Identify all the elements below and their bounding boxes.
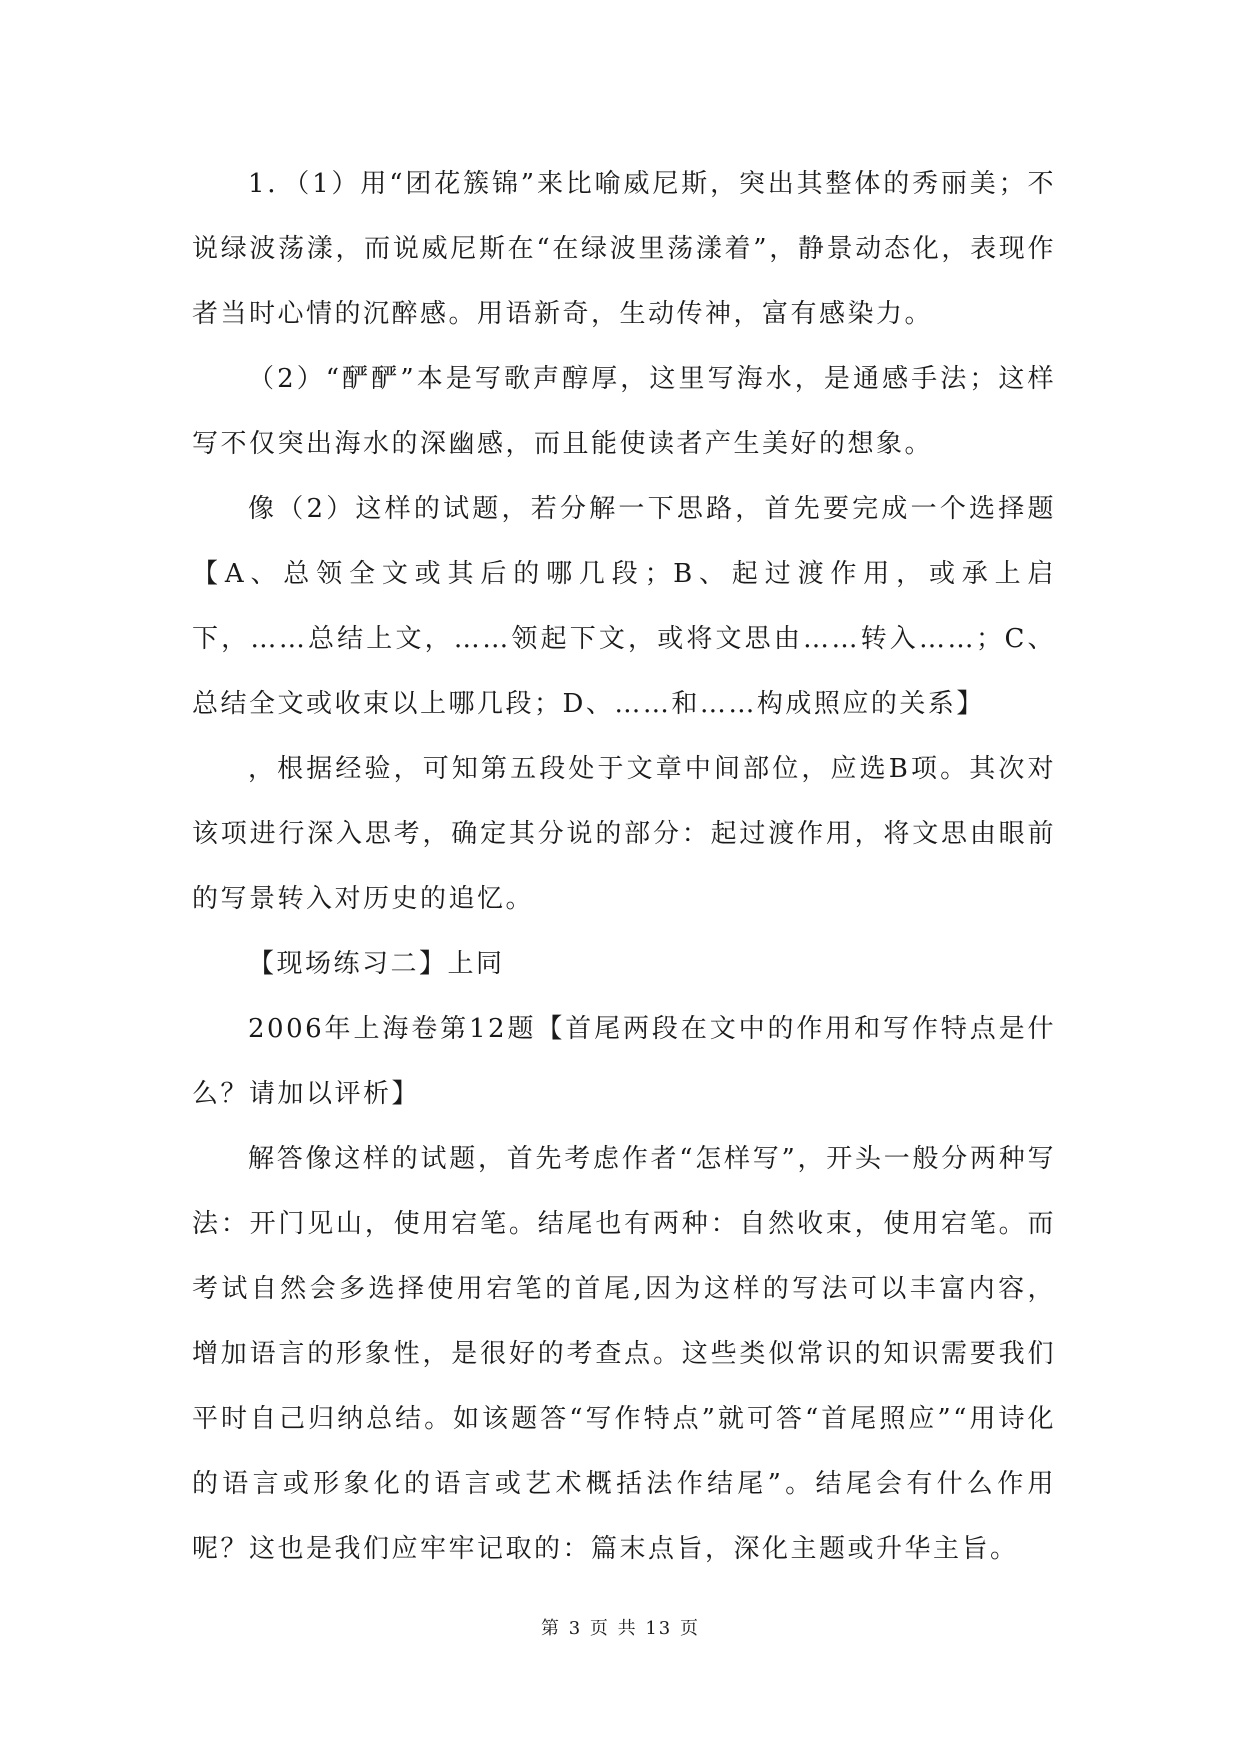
answer-paragraph-2: （2）“酽酽”本是写歌声醇厚，这里写海水，是通感手法；这样写不仅突出海水的深幽感，而且能使读者产生美好的想象。 [192,364,1056,459]
exam-question: 2006年上海卷第12题【首尾两段在文中的作用和写作特点是什么？请加以评析】 [192,1014,1056,1109]
document-body [192,152,1056,1582]
page-number: 第 3 页 共 13 页 [541,1618,700,1639]
practice-heading: 【现场练习二】上同 [248,949,505,979]
solution-paragraph: 解答像这样的试题，首先考虑作者“怎样写”，开头一般分两种写法：开门见山，使用宕笔。结尾也有两种：自然收束，使用宕笔。而考试自然会多选择使用宕笔的首尾,因为这样的写法可以丰富内容，增加语言的形象性，是很好的考查点。这些类似常识的知识需要我们平时自己归纳总结。如该题答“写作特点”就可答“首尾照应”“用诗化的语言或形象化的语言或艺术概括法作结尾”。结尾会有什么作用呢？这也是我们应牢牢记取的：篇末点旨，深化主题或升华主旨。 [192,1144,1056,1564]
analysis-paragraph: 像（2）这样的试题，若分解一下思路，首先要完成一个选择题【A、总领全文或其后的哪几段；B、起过渡作用，或承上启下，……总结上文，……领起下文，或将文思由……转入……；C、总结全文或收束以上哪几段；D、……和……构成照应的关系】 [192,494,1056,719]
answer-paragraph-1: 1．（1）用“团花簇锦”来比喻威尼斯，突出其整体的秀丽美；不说绿波荡漾，而说威尼斯在“在绿波里荡漾着”，静景动态化，表现作者当时心情的沉醉感。用语新奇，生动传神，富有感染力。 [192,169,1056,329]
analysis-continuation: ，根据经验，可知第五段处于文章中间部位，应选B项。其次对该项进行深入思考，确定其分说的部分：起过渡作用，将文思由眼前的写景转入对历史的追忆。 [192,754,1056,914]
